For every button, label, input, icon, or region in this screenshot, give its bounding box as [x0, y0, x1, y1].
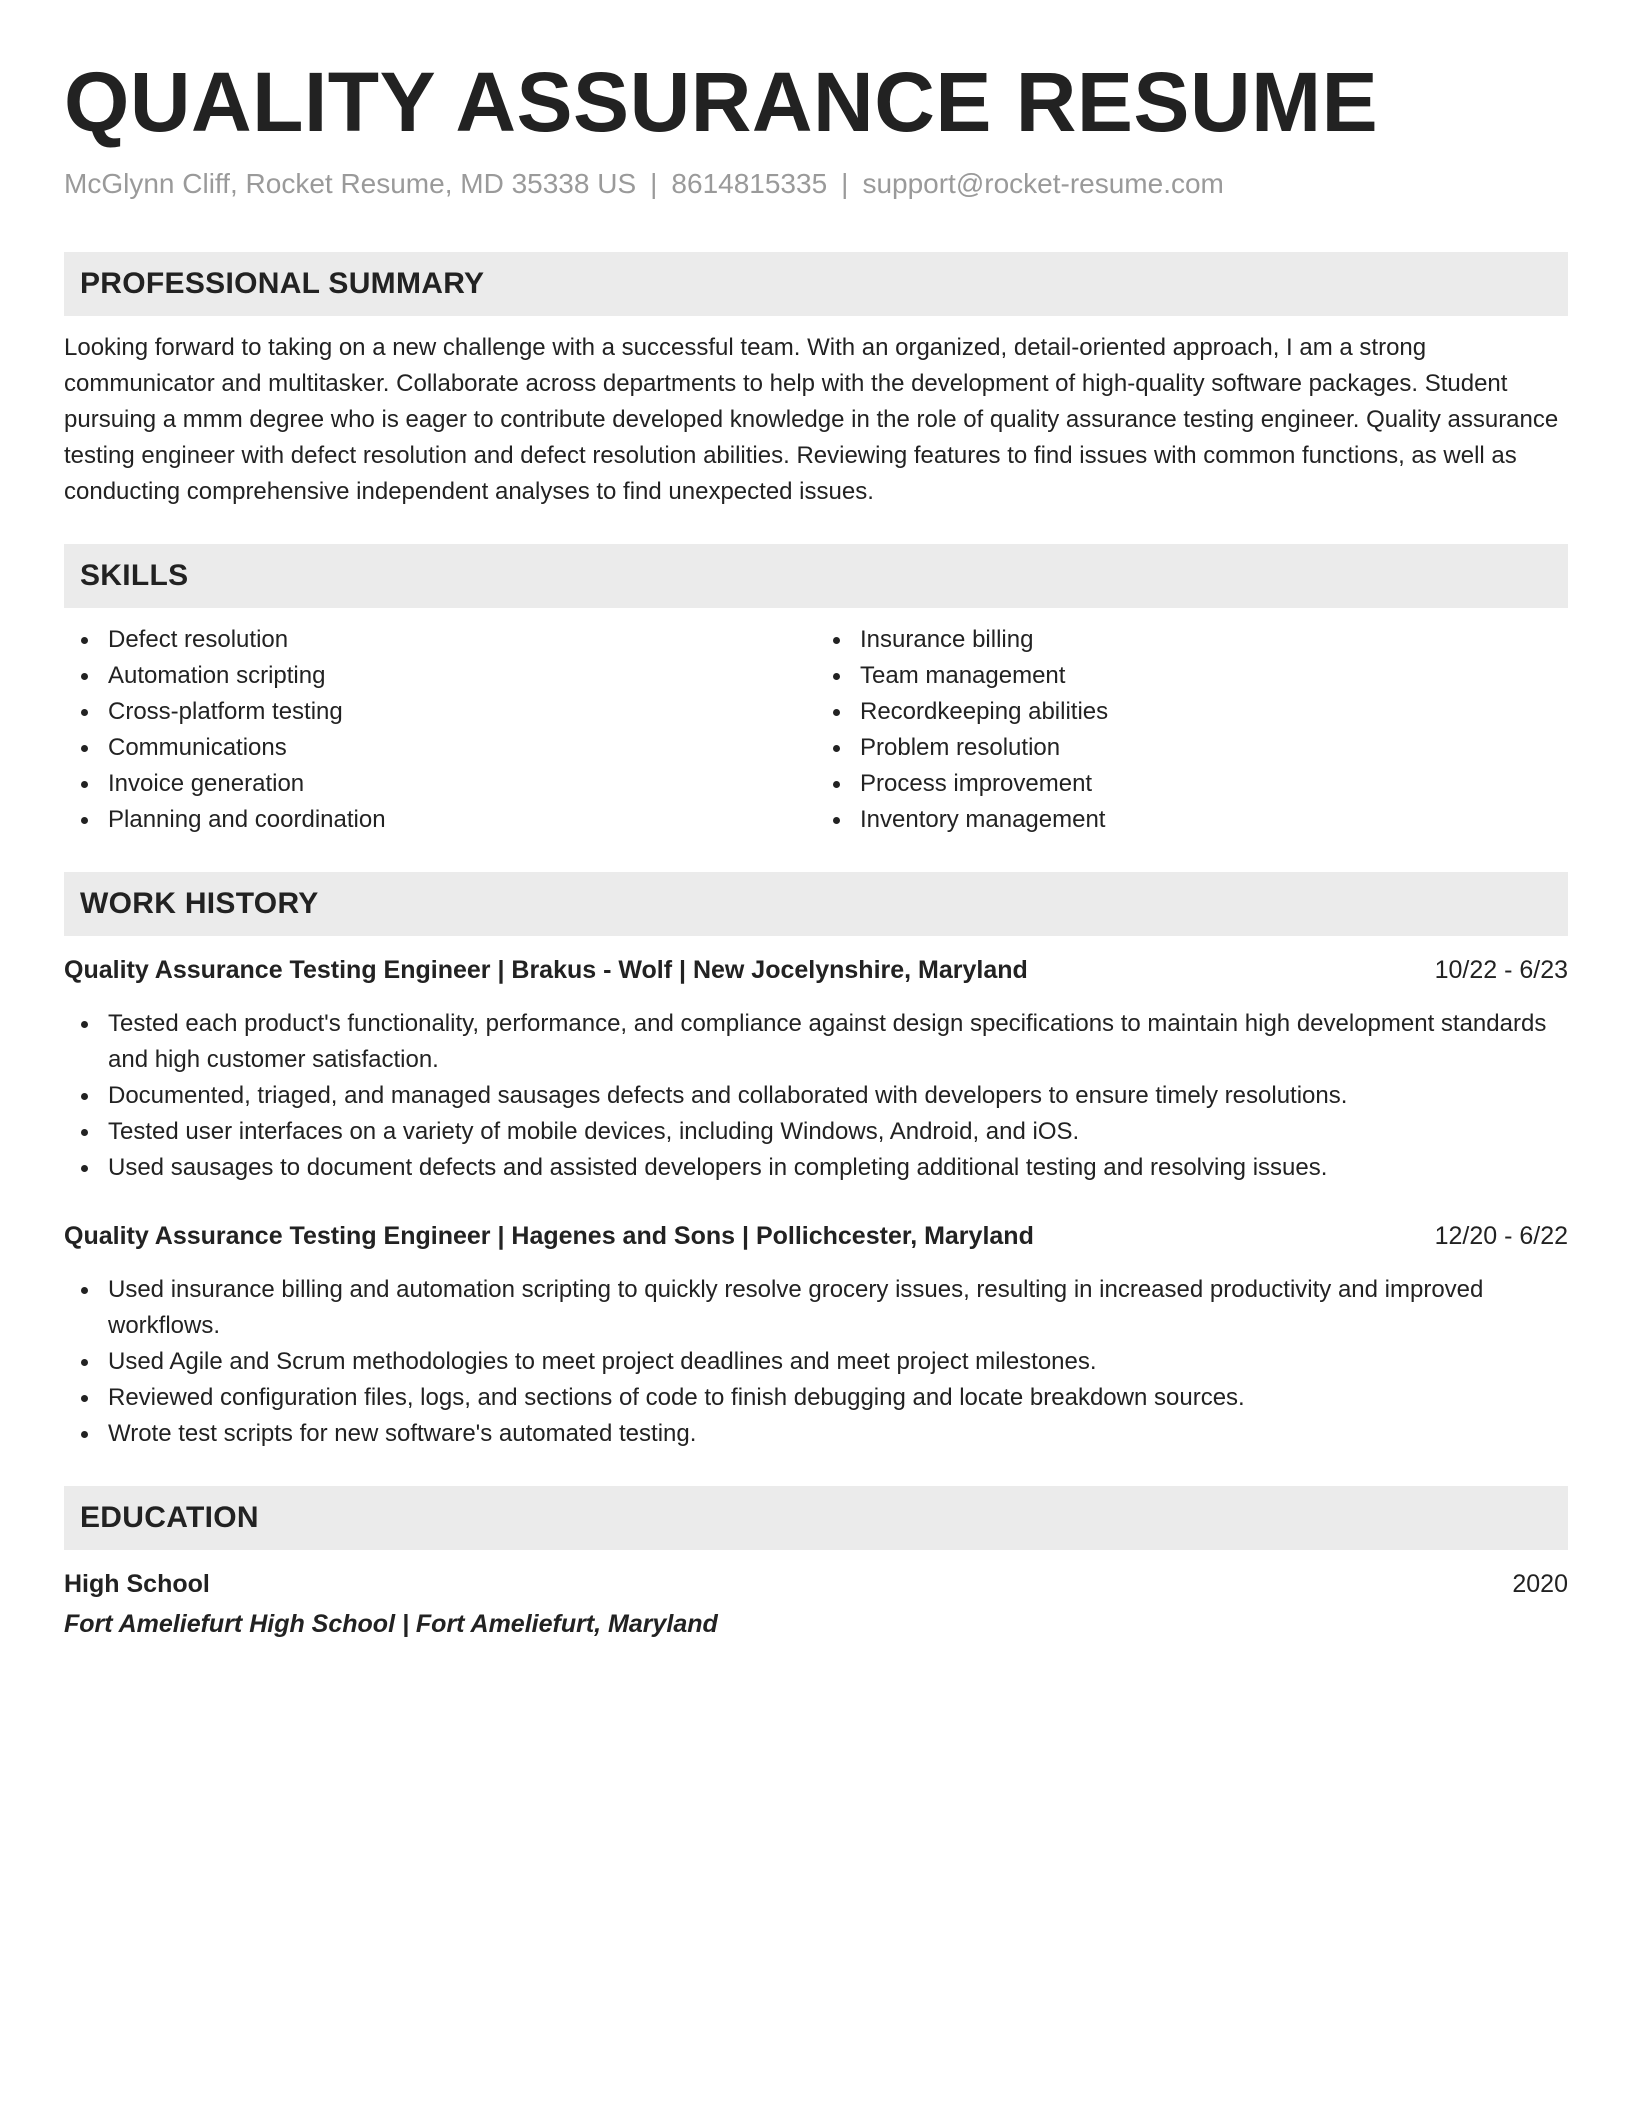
job-bullets [64, 1272, 1568, 1452]
job-bullet: Wrote test scripts for new software's automated testing. [64, 1416, 1568, 1452]
skills-column-right [816, 622, 1568, 838]
job-entry [64, 1218, 1568, 1452]
skill-item: Cross-platform testing [64, 694, 816, 730]
skill-item: Inventory management [816, 802, 1568, 838]
job-heading-row [64, 1218, 1568, 1254]
job-dates: 10/22 - 6/23 [1434, 956, 1568, 984]
skill-item: Problem resolution [816, 730, 1568, 766]
section-header-work-history: WORK HISTORY [64, 872, 1568, 936]
job-heading-row [64, 952, 1568, 988]
contact-separator: | [650, 168, 658, 199]
contact-separator: | [841, 168, 849, 199]
section-header-education: EDUCATION [64, 1486, 1568, 1550]
skill-item: Team management [816, 658, 1568, 694]
job-bullet: Used sausages to document defects and assisted developers in completing additional testing and resolving issues. [64, 1150, 1568, 1186]
contact-line [64, 166, 1568, 202]
skill-item: Recordkeeping abilities [816, 694, 1568, 730]
education-degree: High School [64, 1570, 210, 1598]
education-school: Fort Ameliefurt High School | Fort Ameliefurt, Maryland [64, 1610, 718, 1638]
skill-item: Planning and coordination [64, 802, 816, 838]
job-bullet: Tested each product's functionality, performance, and compliance against design specifications to maintain high development standards and high customer satisfaction. [64, 1006, 1568, 1078]
skills-column-left [64, 622, 816, 838]
summary-text: Looking forward to taking on a new challenge with a successful team. With an organized, detail-oriented approach, I am a strong communicator and multitasker. Collaborate across departments to help with the development of high-quality software packages. Student pursuing a mmm degree who is eager to contribute developed knowledge in the role of quality assurance testing engineer. Quality assurance testing engineer with defect resolution and defect resolution abilities. Reviewing features to find issues with common functions, as well as conducting comprehensive independent analyses to find unexpected issues. [64, 334, 1559, 505]
skill-item: Insurance billing [816, 622, 1568, 658]
resume-title: QUALITY ASSURANCE RESUME [64, 55, 1379, 149]
job-bullet: Tested user interfaces on a variety of mobile devices, including Windows, Android, and iOS. [64, 1114, 1568, 1150]
job-title: Quality Assurance Testing Engineer | Brakus - Wolf | New Jocelynshire, Maryland [64, 956, 1028, 984]
skill-item: Invoice generation [64, 766, 816, 802]
job-entry [64, 952, 1568, 1186]
education-heading-row [64, 1566, 1568, 1602]
skills-list [64, 622, 1568, 838]
contact-email: support@rocket-resume.com [862, 168, 1224, 199]
section-header-skills: SKILLS [64, 544, 1568, 608]
section-header-summary: PROFESSIONAL SUMMARY [64, 252, 1568, 316]
contact-address: McGlynn Cliff, Rocket Resume, MD 35338 US [64, 168, 637, 199]
contact-phone: 8614815335 [671, 168, 828, 199]
job-bullet: Documented, triaged, and managed sausages defects and collaborated with developers to ensure timely resolutions. [64, 1078, 1568, 1114]
job-bullets [64, 1006, 1568, 1186]
job-dates: 12/20 - 6/22 [1434, 1222, 1568, 1250]
skill-item: Automation scripting [64, 658, 816, 694]
job-bullet: Used Agile and Scrum methodologies to meet project deadlines and meet project milestones. [64, 1344, 1568, 1380]
job-title: Quality Assurance Testing Engineer | Hagenes and Sons | Pollichcester, Maryland [64, 1222, 1034, 1250]
job-bullet: Reviewed configuration files, logs, and sections of code to finish debugging and locate breakdown sources. [64, 1380, 1568, 1416]
education-year: 2020 [1512, 1570, 1568, 1598]
job-bullet: Used insurance billing and automation scripting to quickly resolve grocery issues, resulting in increased productivity and improved workflows. [64, 1272, 1568, 1344]
skill-item: Process improvement [816, 766, 1568, 802]
skill-item: Defect resolution [64, 622, 816, 658]
skill-item: Communications [64, 730, 816, 766]
